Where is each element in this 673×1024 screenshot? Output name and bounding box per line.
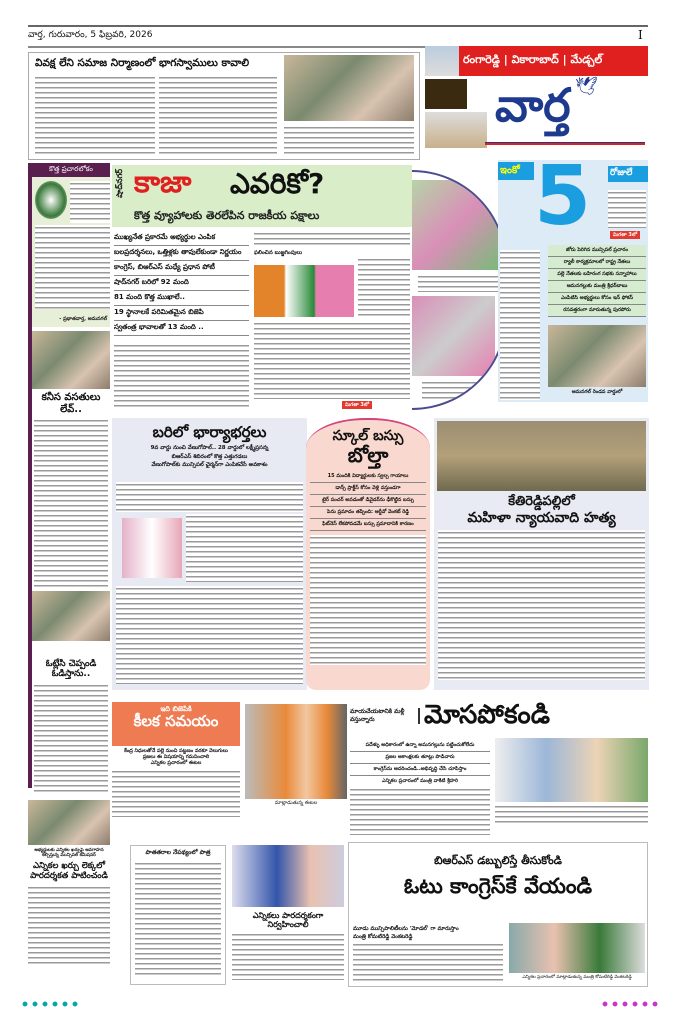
mosapokandi-story xyxy=(350,700,650,828)
bullet-item: ముఖ్యనేత ప్రకారమే అభ్యర్థుల ఎంపిక xyxy=(114,231,249,246)
bjp-story xyxy=(112,702,240,827)
bullet-item: 19 స్థానాలకే పరిమితమైన బిజెపి xyxy=(114,306,249,321)
monument-image xyxy=(425,112,487,148)
body-text xyxy=(438,530,645,680)
murder-story xyxy=(434,418,649,690)
bus-accident-story xyxy=(306,418,430,690)
photo-caption: ఆమనగల్ రెండవ వార్డులో xyxy=(571,389,623,395)
highlight-item: ఎంపిటిసి అభ్యర్థులు కోసం ఇన్ ఫోకస్ xyxy=(548,293,646,305)
headline: కీలక సమయం xyxy=(133,712,219,731)
photo-caption: మాట్లాడుతున్న ఈటల xyxy=(274,800,318,806)
body-text xyxy=(28,885,110,965)
photo-caption: అభ్యర్థులకు ఎన్నికల ఖర్చుపై అవగాహన కల్పిస్తున్న మున్సిపల్ కమిషనర్ xyxy=(34,848,104,859)
headline: మోసపోకండి xyxy=(424,700,550,730)
bjp-photo xyxy=(245,704,347,799)
body-text xyxy=(112,769,240,817)
sub-item: ఎన్నికల ప్రచారంలో మంత్రి వాకిటి శ్రీహరి xyxy=(382,778,458,784)
campaign-photo xyxy=(412,180,501,270)
dateline: వార్త, గురువారం, 5 ఫిబ్రవరి, 2026 xyxy=(28,30,153,40)
temple-image xyxy=(425,46,459,76)
lead-story xyxy=(112,165,412,410)
lead-banner xyxy=(112,165,412,227)
subhead: 9వ వార్డు నుంచి వేణుగోపాల్.. 28 వార్డులో లక్ష్మీప్రసన్న xyxy=(150,445,269,452)
page-number: I xyxy=(638,28,643,42)
headline: ఓటు కాంగ్రెస్‌కే వేయండి xyxy=(403,873,593,898)
byline: - ప్రభాతవార్త, అమనగల్ xyxy=(59,316,107,322)
color-registration-marks xyxy=(20,1000,80,1008)
sub-item: ప్రజల ఆకాంక్షలకు తూట్లు పొడిచారు xyxy=(350,752,490,764)
body-text xyxy=(35,75,155,157)
headline: కేతిరెడ్డిపల్లిలో xyxy=(508,494,575,509)
sub-item: డాన్స్ ప్రాక్టీస్ కోసం వెళ్లి వస్తుండగా xyxy=(310,483,426,495)
campaign-photos xyxy=(412,170,507,410)
body-text xyxy=(310,535,426,665)
continued-tag: మిగతా 3లో xyxy=(342,401,372,409)
highlight-item: ఆమనగల్లుకు మంత్రి శ్రీధర్‌బాబు xyxy=(548,281,646,293)
bullet-item: స్వతంత్ర భావాలతో 13 మంది .. xyxy=(114,321,249,336)
kicker: బిఆర్ఎస్ డబ్బులిస్తే తీసుకోండి xyxy=(434,854,562,867)
big-number: 5 xyxy=(534,149,592,244)
headline: ఎన్నికలు పారదర్శకంగా నిర్వహించాలి xyxy=(252,911,324,930)
kicker-left: ఇంకో xyxy=(498,162,534,180)
kicker-right: రోజులే xyxy=(608,166,648,182)
headline: స్కూల్ బస్సు xyxy=(332,428,404,444)
bullet-item: 81 మంది కొత్త ముఖాలే.. xyxy=(114,291,249,306)
sub-item: 15 మందికి విద్యార్థులకు స్వల్ప గాయాలు xyxy=(310,471,426,483)
subhead: బిఆర్ఎస్ శిబిరంలో కొత్త ఎత్తుగడలు xyxy=(171,453,248,460)
photo-caption xyxy=(422,380,495,400)
rally-photo xyxy=(509,923,645,973)
event-photo xyxy=(284,55,414,121)
color-registration-marks xyxy=(600,1000,660,1008)
highlight-item: ర్యాలీ కార్యక్రమాలలో రాష్ట్ర నేతలు xyxy=(548,257,646,269)
body-text xyxy=(116,482,303,512)
top-story xyxy=(28,52,420,160)
story-headline: ఓట్లేసి చెప్పండి ఓడిస్తాను.. xyxy=(45,659,97,680)
body-text xyxy=(353,942,503,984)
district-band: రంగారెడ్డి | వికారాబాద్ | మేడ్చల్ xyxy=(459,46,648,76)
balloon-image xyxy=(35,181,67,219)
kicker: ఇది బిజెపికి xyxy=(160,705,192,713)
couple-photo xyxy=(122,518,182,578)
congress-story xyxy=(348,842,648,987)
dove-icon: 🕊 xyxy=(575,76,598,97)
subhead: మంత్రి కోమటిరెడ్డి వెంకటరెడ్డి xyxy=(353,934,413,940)
subhead: కేంద్ర నిధులతోనే పల్లె నుంచి పట్టణం వరకూ వెలుగులు xyxy=(124,748,228,754)
highlight-item: రసవత్తరంగా మారుతున్న పురపోరు xyxy=(548,305,646,317)
kicker: మాయచేయటానికి మళ్లీ వస్తున్నారు xyxy=(350,708,420,724)
photo-caption: ఎన్నికల ప్రచారంలో మాట్లాడుతున్న మంత్రి కోమటిరెడ్డి వెంకటరెడ్డి xyxy=(522,975,632,980)
expense-story xyxy=(28,800,110,985)
voter-photo xyxy=(32,331,110,389)
sub-item: టైర్ పంచర్ అవడంతో డివైడర్‌ను ఢీకొట్టిన బస్సు xyxy=(310,495,426,507)
kicker: షాద్‌నగర్ xyxy=(115,169,124,198)
logo: వార్త xyxy=(495,78,571,132)
body-text xyxy=(34,683,108,793)
subhead: వేణుగోపాల్‌కు మున్సిపల్ ఛైర్మన్‌గా ఎంపికచేసే అవకాశం xyxy=(151,461,268,468)
headline-red: కాజా xyxy=(134,165,192,200)
crime-scene-photo xyxy=(437,421,646,491)
deity-image xyxy=(425,79,467,109)
body-text xyxy=(254,231,410,247)
sub-item: పదేళ్ళు అధికారంలో ఉన్నా అమనగల్లును పట్టించుకోలేదు xyxy=(350,740,490,752)
photo-caption xyxy=(418,274,499,292)
five-days-box xyxy=(498,149,648,402)
body-text xyxy=(34,418,108,588)
sidebar-box-title: కొత్త ప్రచారలోకం xyxy=(32,163,110,177)
top-rule xyxy=(28,25,648,27)
body-text xyxy=(358,257,410,317)
highlight-item: జోరు పెరిగిన మున్సిపల్ ప్రచారం xyxy=(548,245,646,257)
sub-item: కాంగ్రెస్‌ను ఆదరించండి..అభివృద్ధి చేసి చూపిస్తాం xyxy=(350,764,490,776)
small-story xyxy=(130,845,226,985)
sub-list xyxy=(350,740,490,835)
bullet-item: కాంగ్రెస్, బిఆర్ఎస్ మధ్యే ప్రధాన పోటీ xyxy=(114,261,249,276)
body-text xyxy=(35,225,110,309)
left-sidebar xyxy=(28,163,110,788)
logo-underline xyxy=(485,142,645,145)
continued-tag: మిగతా 3లో xyxy=(610,231,640,239)
sub-item: పెను ప్రమాదం తప్పింది: ఆర్డీవో వెంకట్ రెడ్డి xyxy=(310,507,426,519)
story-headline: కనీస వసతులు లేవ్.. xyxy=(41,392,101,415)
body-text xyxy=(116,586,303,684)
body-text xyxy=(254,321,410,399)
fair-elections-story xyxy=(232,845,344,985)
subhead: కొత్త వ్యూహాలకు తెరలేపిన రాజకీయ పక్షాలు xyxy=(134,209,320,222)
headline: బరిలో భార్యాభర్తలు xyxy=(152,423,267,441)
subhead: మూడు మున్సిపాలిటీలను 'మోడల్' గా మారుస్తాం xyxy=(353,926,459,932)
headline: మహిళా న్యాయవాది హత్య xyxy=(467,509,616,526)
body-text xyxy=(186,514,303,582)
headline: పాతతరాల నేపథ్యంలో పాత్ర xyxy=(145,849,211,856)
headline-black: ఎవరికో? xyxy=(230,167,325,200)
highlights xyxy=(548,245,646,317)
subheading: ఫలించిన బుజ్జగింపులు xyxy=(254,250,303,256)
body-text xyxy=(70,181,110,223)
subhead: ప్రజలు ఈ విషయాన్ని గమనించాలి xyxy=(142,753,210,760)
body-text xyxy=(114,343,249,407)
headline: బోల్తా xyxy=(347,443,389,468)
body-text xyxy=(608,190,646,228)
party-flags-photo xyxy=(254,265,354,317)
meeting-photo xyxy=(28,800,110,845)
masthead xyxy=(425,46,648,158)
bullet-list xyxy=(114,231,249,336)
highlight-item: పల్లె నేతలకు బహిరంగ సభకు సన్నాహాలు xyxy=(548,269,646,281)
bullet-item: బలప్రదర్శనలు, ఒత్తిళ్లకు తావులేకుండా నిర్ణయం xyxy=(114,246,249,261)
minister-photo xyxy=(495,738,648,802)
rally-photo xyxy=(548,325,646,387)
photo-caption xyxy=(284,125,414,155)
couple-story xyxy=(112,418,307,690)
headline: ఎన్నికల ఖర్చు లెక్కలో పారదర్శకత పాటించండి xyxy=(30,861,108,882)
bullet-item: షాద్‌నగర్ బరిలో 92 మంది xyxy=(114,276,249,291)
leaders-photo xyxy=(32,591,110,641)
campaign-photo xyxy=(412,296,495,376)
headline: వివక్ష లేని సమాజ నిర్మాణంలో భాగస్వాములు కావాలి xyxy=(35,57,250,69)
officials-photo xyxy=(232,845,344,907)
bjp-banner xyxy=(112,702,240,746)
body-text xyxy=(135,861,221,976)
subhead: ఎన్నికల ప్రచారంలో ఈటల xyxy=(150,759,202,766)
campaign-box xyxy=(32,177,110,327)
body-text xyxy=(232,932,344,980)
sub-item: ఫిట్‌నెస్ లేకపోవడమే బస్సు ప్రమాదానికి కారణం xyxy=(310,519,426,531)
body-text xyxy=(350,787,490,835)
body-text xyxy=(159,75,277,157)
body-text xyxy=(500,250,540,400)
photo-caption xyxy=(495,804,648,824)
